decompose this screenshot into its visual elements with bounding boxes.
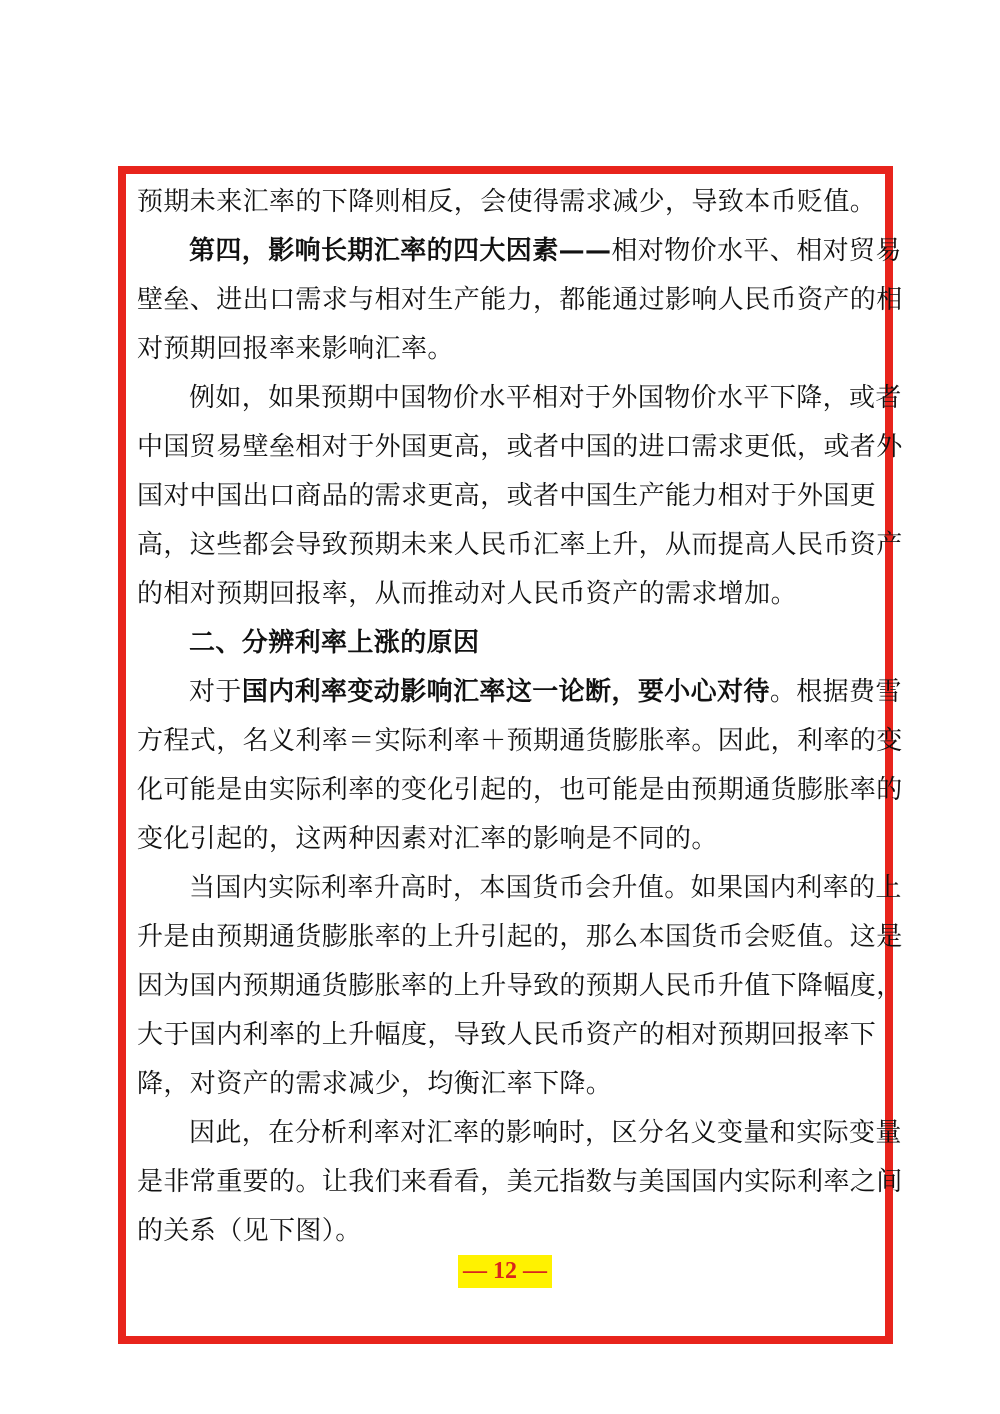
text-line: 升是由预期通货膨胀率的上升引起的，那么本国货币会贬值。这是 — [137, 922, 903, 952]
text-line: 当国内实际利率升高时，本国货币会升值。如果国内利率的上 — [189, 873, 902, 903]
document-body — [137, 178, 903, 1256]
text-line: 大于国内利率的上升幅度，导致人民币资产的相对预期回报率下 — [137, 1020, 877, 1050]
bold-emphasis-segment: 国内利率变动影响汇率这一论断，要小心对待 — [241, 677, 770, 707]
section-heading: 二、分辨利率上涨的原因 — [189, 628, 480, 658]
text-line: 高，这些都会导致预期未来人民币汇率上升，从而提高人民币资产 — [137, 530, 903, 560]
text-line: 因此，在分析利率对汇率的影响时，区分名义变量和实际变量 — [189, 1118, 902, 1148]
text-line: 因为国内预期通货膨胀率的上升导致的预期人民币升值下降幅度， — [137, 971, 903, 1001]
text-line: 对于国内利率变动影响汇率这一论断，要小心对待。根据费雪 — [189, 677, 902, 707]
text-line: 降，对资产的需求减少，均衡汇率下降。 — [137, 1069, 613, 1099]
text-line: 预期未来汇率的下降则相反，会使得需求减少，导致本币贬值。 — [137, 187, 877, 217]
text-line: 对预期回报率来影响汇率。 — [137, 334, 454, 364]
text-line: 例如，如果预期中国物价水平相对于外国物价水平下降，或者 — [189, 383, 902, 413]
text-line: 方程式，名义利率＝实际利率＋预期通货膨胀率。因此，利率的变 — [137, 726, 903, 756]
text-line: 第四，影响长期汇率的四大因素——相对物价水平、相对贸易 — [189, 236, 902, 266]
text-line: 国对中国出口商品的需求更高，或者中国生产能力相对于外国更 — [137, 481, 877, 511]
page-number: — 12 — — [458, 1255, 552, 1288]
text-line: 化可能是由实际利率的变化引起的，也可能是由预期通货膨胀率的 — [137, 775, 903, 805]
text-line: 变化引起的，这两种因素对汇率的影响是不同的。 — [137, 824, 718, 854]
text-line: 的关系（见下图）。 — [137, 1216, 362, 1246]
text-line: 的相对预期回报率，从而推动对人民币资产的需求增加。 — [137, 579, 798, 609]
bold-heading-segment: 第四，影响长期汇率的四大因素—— — [189, 236, 612, 266]
text-line: 中国贸易壁垒相对于外国更高，或者中国的进口需求更低，或者外 — [137, 432, 903, 462]
text-line: 是非常重要的。让我们来看看，美元指数与美国国内实际利率之间 — [137, 1167, 903, 1197]
text-line: 壁垒、进出口需求与相对生产能力，都能通过影响人民币资产的相 — [137, 285, 903, 315]
